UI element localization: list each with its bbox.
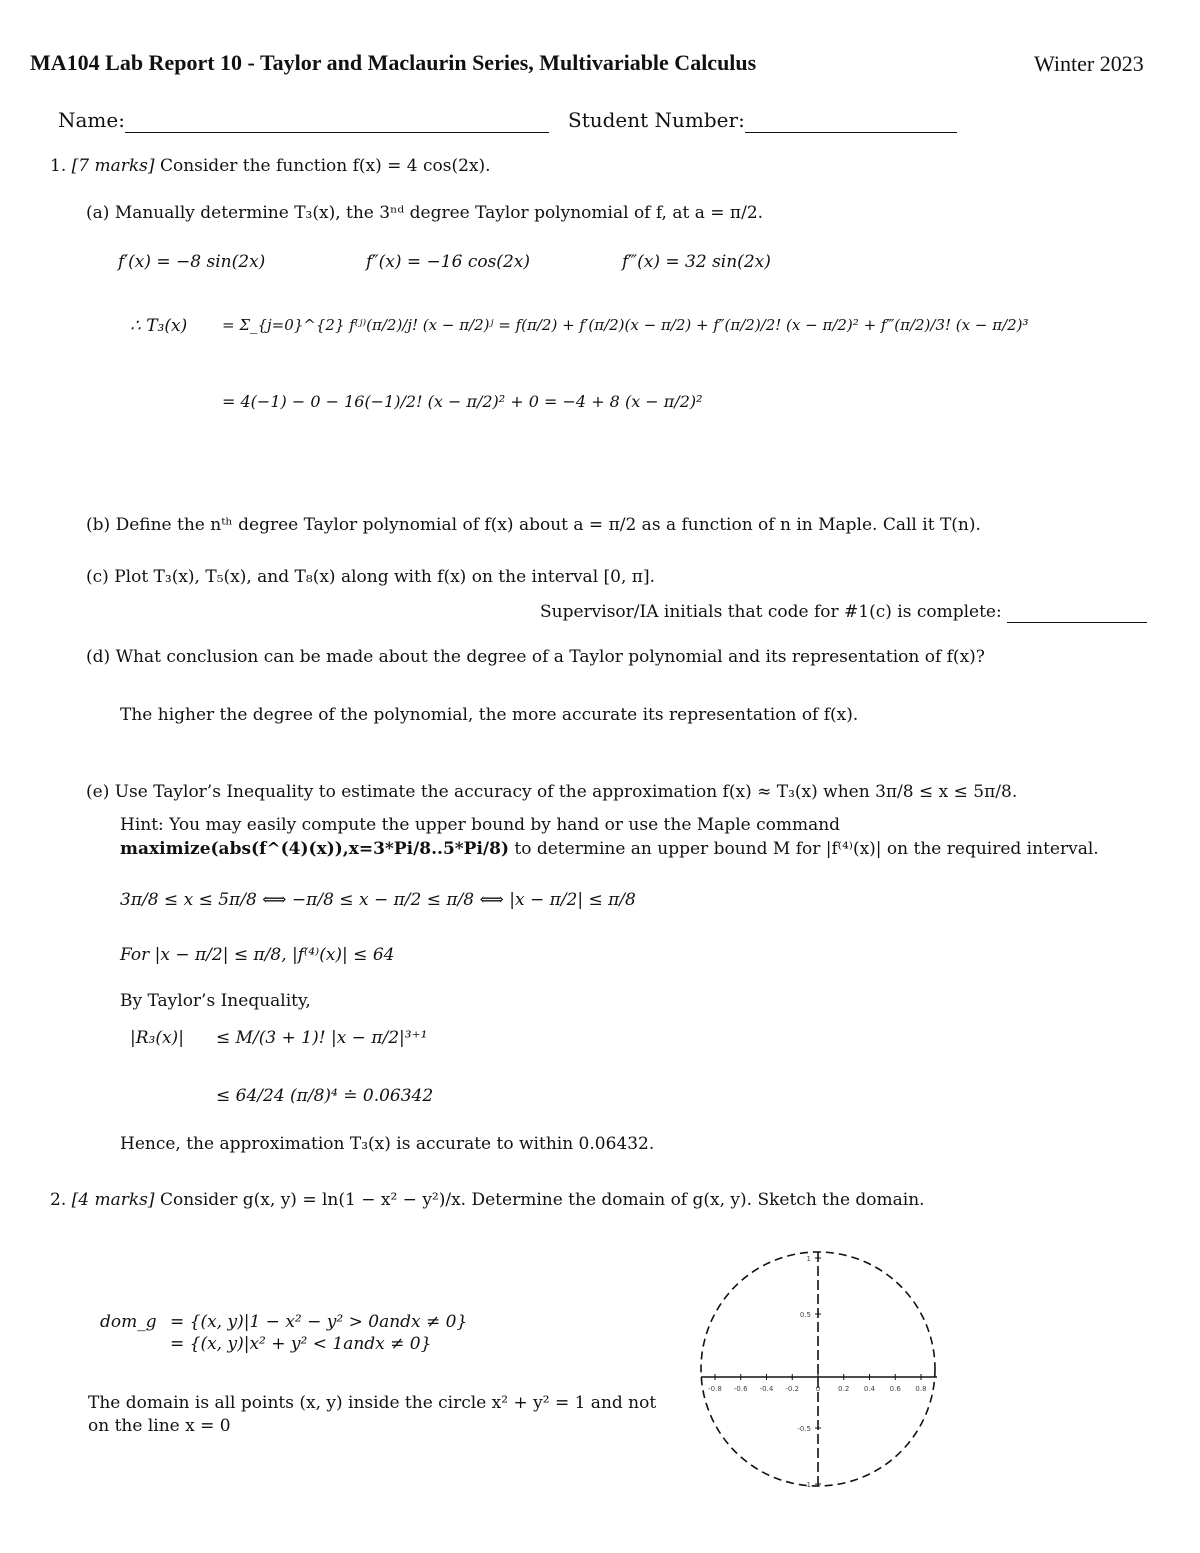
domain-set-2: = {(x, y)|x² + y² < 1andx ≠ 0} [170, 1334, 432, 1354]
taylor-result: = 4(−1) − 0 − 16(−1)/2! (x − π/2)² + 0 = −4 + 8 (x − π/2)² [222, 392, 703, 411]
maple-command: maximize(abs(f^(4)(x)),x=3*Pi/8..5*Pi/8) [120, 839, 509, 859]
q1b-label: (b) [86, 515, 111, 535]
y-tick-label: 0.5 [799, 1311, 811, 1319]
q1b-question [86, 515, 981, 535]
x-tick-label: 0.2 [838, 1385, 850, 1393]
q1c-label: (c) [86, 567, 109, 587]
q1d-text: What conclusion can be made about the degree of a Taylor polynomial and its representation of f(x)? [115, 647, 985, 667]
x-tick-label: -0.4 [759, 1385, 774, 1393]
derivative-bound: For |x − π/2| ≤ π/8, |f⁽⁴⁾(x)| ≤ 64 [120, 945, 395, 965]
y-tick-label: 1 [806, 1255, 811, 1263]
taylor-expansion: = Σ_{j=0}^{2} f⁽ʲ⁾(π/2)/j! (x − π/2)ʲ = f(π/2) + f′(π/2)(x − π/2) + f″(π/2)/2! (x − π/2)² + f‴(π/2)/3! (x − π/2)³ [222, 316, 1029, 334]
q1c-question [86, 567, 655, 587]
q1-marks: [7 marks] [71, 156, 155, 176]
domain-explanation-2: on the line x = 0 [88, 1416, 231, 1436]
q2-marks: [4 marks] [71, 1190, 155, 1210]
remainder-lhs: |R₃(x)| [130, 1028, 184, 1048]
q1-header [50, 156, 491, 176]
initials-label: Supervisor/IA initials that code for #1(c) is complete: [540, 602, 1002, 622]
q1e-conclusion: Hence, the approximation T₃(x) is accurate to within 0.06432. [120, 1134, 655, 1154]
report-title: MA104 Lab Report 10 - Taylor and Maclaurin Series, Multivariable Calculus [30, 50, 757, 75]
q2-header [50, 1190, 925, 1210]
taylor-inequality-label: By Taylor’s Inequality, [120, 991, 311, 1011]
q1-prompt: Consider the function f(x) = 4 cos(2x). [159, 156, 491, 176]
q1e-question [86, 782, 1017, 802]
q1e-hint: Hint: You may easily compute the upper bound by hand or use the Maple command [120, 815, 841, 835]
q1b-text: Define the nᵗʰ degree Taylor polynomial of f(x) about a = π/2 as a function of n in Maple. Call it T(n). [115, 515, 981, 535]
domain-set-1: = {(x, y)|1 − x² − y² > 0andx ≠ 0} [170, 1312, 468, 1332]
q1e-text: Use Taylor’s Inequality to estimate the accuracy of the approximation f(x) ≈ T₃(x) when 3π/8 ≤ x ≤ 5π/8. [114, 782, 1018, 802]
x-tick-label: 0.8 [915, 1385, 927, 1393]
q1d-answer: The higher the degree of the polynomial, the more accurate its representation of f(x). [120, 705, 859, 725]
y-tick-label: -0.5 [797, 1425, 811, 1433]
initials-blank[interactable] [1007, 602, 1147, 623]
domain-lhs: dom_g [100, 1312, 157, 1332]
q1-number: 1. [50, 156, 67, 176]
q1e-command-line [120, 839, 1099, 859]
derivative-1: f′(x) = −8 sin(2x) [118, 252, 266, 272]
name-blank[interactable] [125, 108, 549, 133]
x-tick-label: 0 [815, 1385, 821, 1393]
x-tick-label: -0.8 [708, 1385, 722, 1393]
x-tick-label: 0.6 [889, 1385, 901, 1393]
q1a-question [86, 203, 763, 223]
q1a-label: (a) [86, 203, 110, 223]
maple-command-tail: to determine an upper bound M for |f⁽⁴⁾(x)| on the required interval. [514, 839, 1099, 859]
q1d-question [86, 647, 985, 667]
name-label: Name: [58, 108, 125, 132]
y-tick-label: -1 [804, 1481, 811, 1489]
q2-number: 2. [50, 1190, 67, 1210]
x-tick-label: 0.4 [863, 1385, 876, 1393]
student-number-blank[interactable] [745, 108, 957, 133]
domain-explanation-1: The domain is all points (x, y) inside the circle x² + y² = 1 and not [88, 1393, 657, 1413]
q2-prompt: Consider g(x, y) = ln(1 − x² − y²)/x. Determine the domain of g(x, y). Sketch the domain. [159, 1190, 925, 1210]
term-label: Winter 2023 [1034, 51, 1144, 76]
q1c-text: Plot T₃(x), T₅(x), and T₈(x) along with f(x) on the interval [0, π]. [114, 567, 655, 587]
name-field[interactable] [58, 108, 549, 133]
student-number-label: Student Number: [568, 108, 745, 132]
derivative-2: f″(x) = −16 cos(2x) [366, 252, 530, 272]
domain-sketch [695, 1248, 945, 1493]
derivative-3: f‴(x) = 32 sin(2x) [622, 252, 771, 272]
q1a-text: Manually determine T₃(x), the 3ⁿᵈ degree Taylor polynomial of f, at a = π/2. [114, 203, 764, 223]
remainder-bound-1: ≤ M/(3 + 1)! |x − π/2|³⁺¹ [216, 1028, 428, 1048]
remainder-bound-2: ≤ 64/24 (π/8)⁴ ≐ 0.06342 [216, 1086, 434, 1106]
student-number-field[interactable] [568, 108, 957, 133]
initials-field[interactable] [540, 602, 1147, 623]
q1d-label: (d) [86, 647, 111, 667]
taylor-lhs: ∴ T₃(x) [130, 316, 188, 336]
interval-rewrite: 3π/8 ≤ x ≤ 5π/8 ⟺ −π/8 ≤ x − π/2 ≤ π/8 ⟺ |x − π/2| ≤ π/8 [120, 890, 636, 910]
x-tick-label: -0.6 [733, 1385, 748, 1393]
q1e-label: (e) [86, 782, 110, 802]
x-tick-label: -0.2 [785, 1385, 800, 1393]
